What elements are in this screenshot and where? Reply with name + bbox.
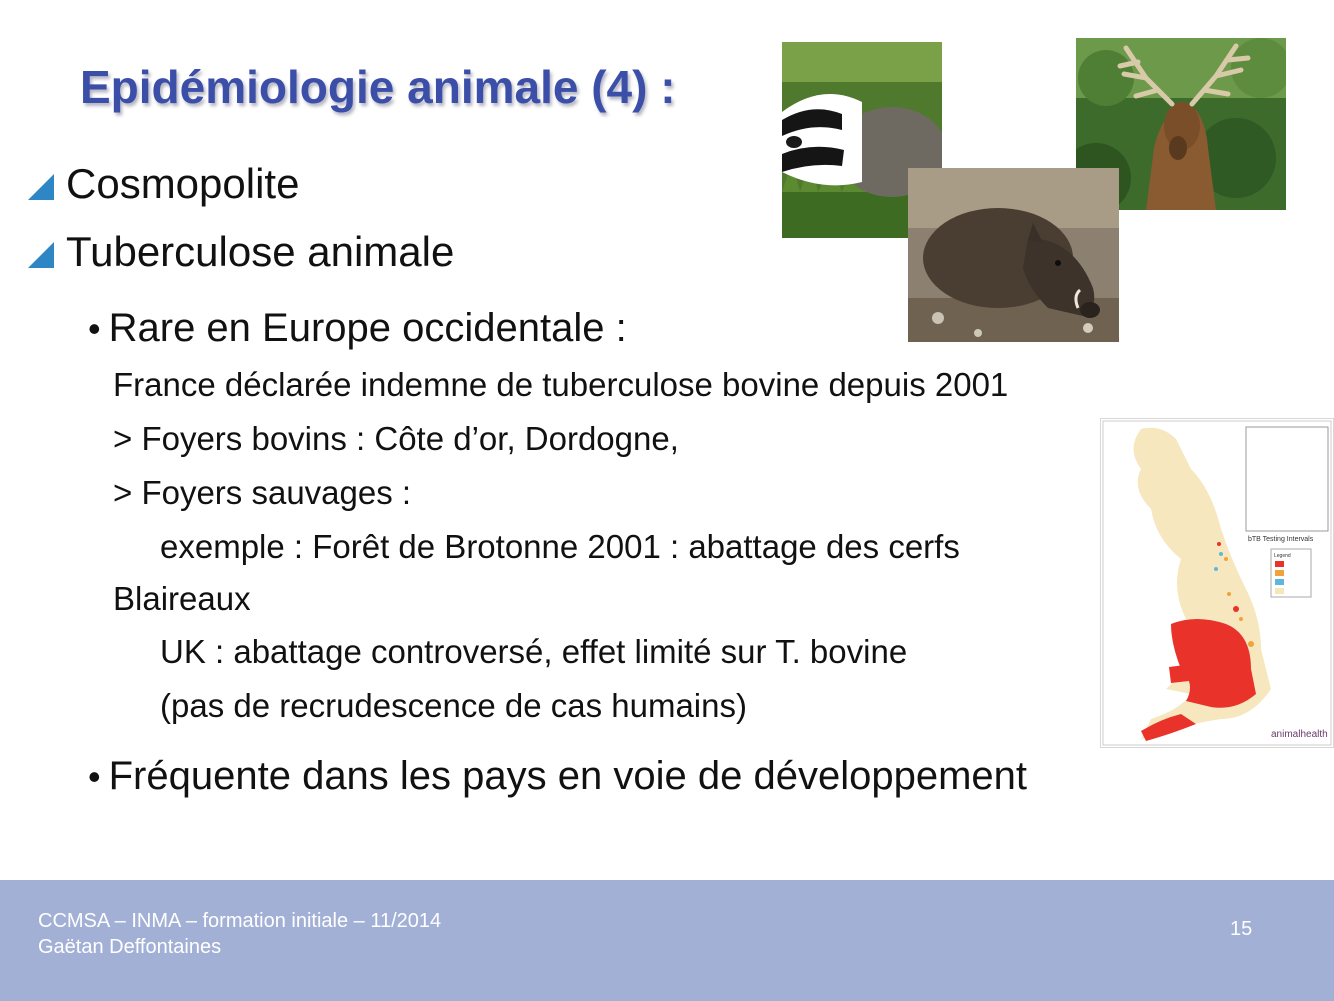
legend-swatch <box>1275 588 1284 594</box>
legend-swatch <box>1275 579 1284 585</box>
bullet-triangle-icon <box>28 242 54 268</box>
bullet-text: Tuberculose animale <box>66 228 455 275</box>
sub-bullet-text: Rare en Europe occidentale : <box>108 306 627 350</box>
footer-course: CCMSA – INMA – formation initiale – 11/2014 <box>38 910 442 932</box>
text-line: Blaireaux <box>113 580 251 617</box>
bullet-dot-icon: • <box>88 308 101 349</box>
sub-bullet-frequente <box>88 754 1027 799</box>
text-line: France déclarée indemne de tuberculose bovine depuis 2001 <box>113 366 1009 403</box>
text-line: exemple : Forêt de Brotonne 2001 : abattage des cerfs <box>160 528 960 565</box>
bullet-tuberculose-animale <box>28 228 454 276</box>
legend-swatch <box>1275 561 1284 567</box>
text-line: > Foyers bovins : Côte d’or, Dordogne, <box>113 420 679 457</box>
footer-bar <box>0 880 1334 1001</box>
page-number: 15 <box>1230 918 1253 940</box>
legend-swatch <box>1275 570 1284 576</box>
text-line: (pas de recrudescence de cas humains) <box>160 687 747 724</box>
bullet-cosmopolite <box>28 160 299 208</box>
bullet-dot-icon: • <box>88 756 101 797</box>
slide-title: Epidémiologie animale (4) : <box>80 61 676 113</box>
text-line: > Foyers sauvages : <box>113 474 412 511</box>
map-brand: animalhealth <box>1271 729 1328 740</box>
wild-boar-photo <box>908 168 1119 342</box>
sub-bullet-text: Fréquente dans les pays en voie de développement <box>108 754 1028 798</box>
uk-btb-map <box>1100 418 1334 748</box>
map-legend-title: Legend <box>1274 553 1291 559</box>
bullet-text: Cosmopolite <box>66 160 300 207</box>
text-line: UK : abattage controversé, effet limité sur T. bovine <box>160 633 908 670</box>
map-title: bTB Testing Intervals <box>1248 536 1314 543</box>
sub-bullet-rare <box>88 306 627 351</box>
footer-author: Gaëtan Deffontaines <box>38 936 222 958</box>
bullet-triangle-icon <box>28 174 54 200</box>
